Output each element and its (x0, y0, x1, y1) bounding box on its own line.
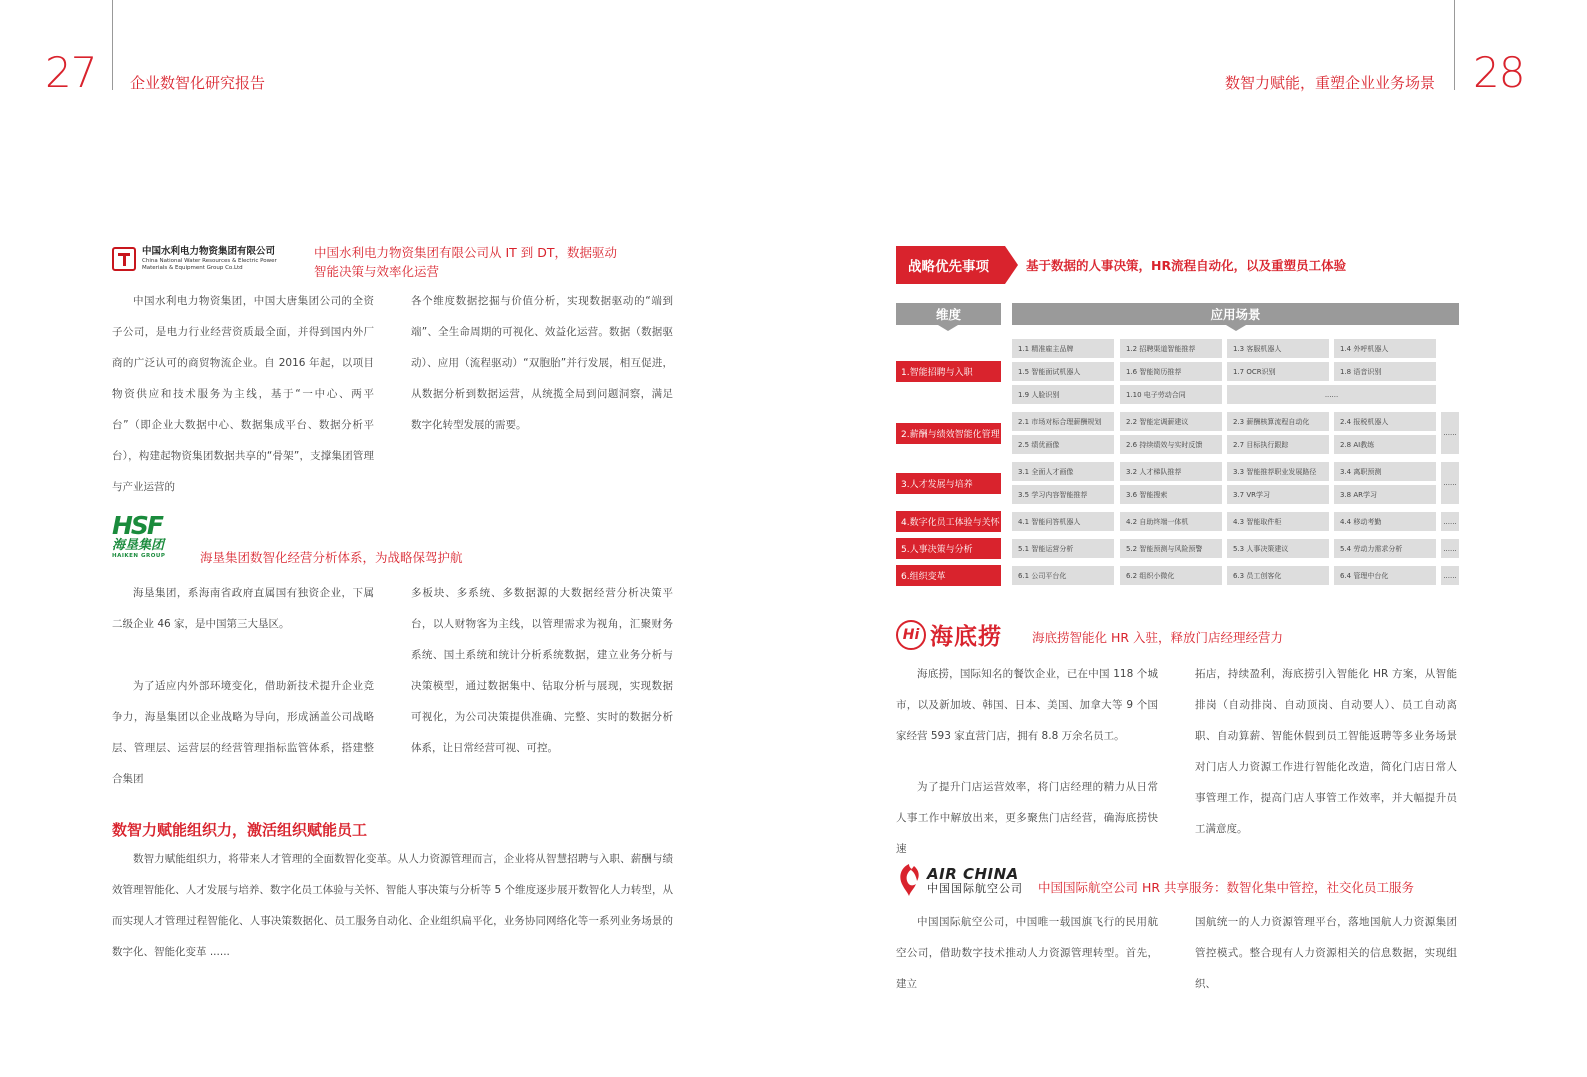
cwr-section-title (314, 243, 674, 281)
table-header-dimension: 维度 (896, 303, 1001, 325)
hr-scenario-table (896, 303, 1459, 585)
table-cell: 3.2 人才梯队推荐 (1120, 462, 1222, 481)
table-cell: 2.8 AI教练 (1334, 435, 1436, 454)
table-cell: 2.1 市场对标合理薪酬规划 (1012, 412, 1114, 431)
table-cell: 1.2 招聘渠道智能推荐 (1120, 339, 1222, 358)
dimension-label: 3.人才发展与培养 (896, 473, 1001, 494)
table-cell: 2.7 目标执行跟踪 (1227, 435, 1329, 454)
cwr-logo-mark-icon (112, 247, 136, 271)
table-cell: 3.3 智能推荐职业发展路径 (1227, 462, 1329, 481)
table-cell: 1.9 人脸识别 (1012, 385, 1114, 404)
haidilao-section-title: 海底捞智能化 HR 入驻，释放门店经理经营力 (1032, 630, 1284, 645)
haidilao-column-2 (1195, 659, 1457, 845)
table-cell: 3.1 全面人才画像 (1012, 462, 1114, 481)
airchina-logo-en: AIR CHINA (927, 864, 1019, 883)
table-cell-more: ...... (1227, 385, 1436, 404)
table-cell: 5.2 智能预测与风险预警 (1120, 539, 1222, 558)
right-header-divider (1454, 0, 1455, 90)
table-cell: 1.3 客服机器人 (1227, 339, 1329, 358)
table-cell-more: ...... (1441, 566, 1459, 585)
table-cell: 5.4 劳动力需求分析 (1334, 539, 1436, 558)
left-page-number: 27 (45, 48, 97, 97)
airchina-column-1 (896, 907, 1158, 1000)
haidilao-col1-p1: 海底捞，国际知名的餐饮企业，已在中国 118 个城市，以及新加坡、韩国、日本、美国、加拿大等 9 个国家经营 593 家直营门店，拥有 8.8 万余名员工。 (896, 668, 1158, 742)
airchina-col1-text: 中国国际航空公司，中国唯一载国旗飞行的民用航空公司，借助数字技术推动人力资源管理转型。首先，建立 (896, 916, 1158, 990)
table-cell: 3.8 AR学习 (1334, 485, 1436, 504)
cwr-title-line-1: 中国水利电力物资集团有限公司从 IT 到 DT，数据驱动 (314, 245, 618, 260)
table-cell: 3.4 离职预测 (1334, 462, 1436, 481)
table-header-application: 应用场景 (1012, 303, 1459, 325)
table-header-dimension-notch (938, 325, 958, 331)
table-cell: 2.3 薪酬核算流程自动化 (1227, 412, 1329, 431)
hsf-column-2 (411, 578, 673, 764)
dimension-label: 4.数字化员工体验与关怀 (896, 511, 1001, 532)
hsf-col2-text: 多板块、多系统、多数据源的大数据经营分析决策平台，以人财物客为主线，以管理需求为视角，汇聚财务系统、国土系统和统计分析系统数据，建立业务分析与决策模型，通过数据集中、钻取分析与展现，实现数据可视化，为公司决策提供准确、完整、实时的数据分析体系，让日常经营可视、可控。 (411, 587, 673, 754)
table-cell: 6.1 公司平台化 (1012, 566, 1114, 585)
airchina-section-title: 中国国际航空公司 HR 共享服务：数智化集中管控，社交化员工服务 (1038, 880, 1415, 895)
table-cell: 4.4 移动考勤 (1334, 512, 1436, 531)
haidilao-col2-text: 拓店，持续盈利，海底捞引入智能化 HR 方案，从智能排岗（自动排岗、自动顶岗、自动要人）、员工自动离职、自动算薪、智能休假到员工智能返聘等多业务场景对门店人力资源工作进行智能化改造，简化门店日常人事管理工作，提高门店人事管工作效率，并大幅提升员工满意度。 (1195, 668, 1457, 835)
table-cell: 6.2 组织小微化 (1120, 566, 1222, 585)
table-cell: 2.6 持续绩效与实时反馈 (1120, 435, 1222, 454)
haidilao-column-1 (896, 659, 1158, 865)
left-header-divider (112, 0, 113, 90)
airchina-phoenix-icon (896, 862, 922, 898)
org-body-text: 数智力赋能组织力，将带来人才管理的全面数智化变革。从人力资源管理而言，企业将从智慧招聘与入职、薪酬与绩效管理智能化、人才发展与培养、数字化员工体验与关怀、智能人事决策与分析等 5 个维度逐步展开数智化人力转型，从而实现人才管理过程智能化、人事决策数据化、员工服务自动化、企业组织扁平化，业务协同网络化等一系列业务场景的数字化、智能化变革 ...... (112, 853, 673, 958)
cwr-logo-en-2: Materials & Equipment Group Co.Ltd (142, 265, 243, 271)
table-cell: 2.5 绩优画像 (1012, 435, 1114, 454)
table-cell: 1.6 智能简历推荐 (1120, 362, 1222, 381)
cwr-title-line-2: 智能决策与效率化运营 (314, 264, 440, 279)
cwr-column-2 (411, 286, 673, 441)
table-cell-more: ...... (1441, 539, 1459, 558)
table-cell-more: ...... (1441, 512, 1459, 531)
table-cell: 2.4 报税机器人 (1334, 412, 1436, 431)
priority-arrow-icon (1005, 246, 1018, 284)
cwr-column-1 (112, 286, 374, 503)
right-page-number: 28 (1473, 48, 1525, 97)
hsf-logo-cn: 海垦集团 (112, 538, 165, 553)
hsf-col1-p1: 海垦集团，系海南省政府直属国有独资企业，下属二级企业 46 家，是中国第三大垦区。 (112, 587, 374, 630)
haidilao-col1-p2: 为了提升门店运营效率，将门店经理的精力从日常人事工作中解放出来，更多聚焦门店经营，确海底捞快速 (896, 781, 1158, 855)
cwr-col2-text: 各个维度数据挖掘与价值分析，实现数据驱动的“端到端”、全生命周期的可视化、效益化运营。数据（数据驱动）、应用（流程驱动）“双胞胎”并行发展，相互促进，从数据分析到数据运营，从统揽全局到问题洞察，满足数字化转型发展的需要。 (411, 295, 673, 431)
priority-text: 基于数据的人事决策，HR流程自动化，以及重塑员工体验 (1026, 258, 1347, 273)
hsf-logo (112, 511, 166, 560)
table-cell: 1.8 语音识别 (1334, 362, 1436, 381)
right-header-title: 数智力赋能，重塑企业业务场景 (1224, 74, 1435, 92)
cwr-col1-text: 中国水利电力物资集团，中国大唐集团公司的全资子公司，是电力行业经营资质最全面，并得到国内外厂商的广泛认可的商贸物流企业。自 2016 年起，以项目物资供应和技术服务为主线，基于“一中心、两平台”（即企业大数据中心、数据集成平台、数据分析平台），构建起物资集团数据共享的“骨架”，支撑集团管理与产业运营的 (112, 295, 374, 493)
table-cell: 1.5 智能面试机器人 (1012, 362, 1114, 381)
table-cell: 1.7 OCR识别 (1227, 362, 1329, 381)
airchina-column-2 (1195, 907, 1457, 1000)
table-cell: 4.3 智能取件柜 (1227, 512, 1329, 531)
table-cell: 4.2 自助终端一体机 (1120, 512, 1222, 531)
table-cell: 4.1 智能问答机器人 (1012, 512, 1114, 531)
table-cell: 5.1 智能运营分析 (1012, 539, 1114, 558)
hsf-column-1 (112, 578, 374, 795)
priority-tag: 战略优先事项 (896, 246, 1005, 284)
airchina-col2-text: 国航统一的人力资源管理平台，落地国航人力资源集团管控模式。整合现有人力资源相关的信息数据，实现组织、 (1195, 916, 1457, 990)
org-body (112, 844, 673, 968)
table-cell: 3.5 学习内容智能推荐 (1012, 485, 1114, 504)
table-cell: 1.10 电子劳动合同 (1120, 385, 1222, 404)
table-cell: 5.3 人事决策建议 (1227, 539, 1329, 558)
left-header-title: 企业数智化研究报告 (130, 74, 266, 92)
table-cell: 3.7 VR学习 (1227, 485, 1329, 504)
dimension-label: 1.智能招聘与入职 (896, 361, 1001, 382)
org-section-title: 数智力赋能组织力，激活组织赋能员工 (112, 821, 368, 839)
table-cell: 3.6 智能搜索 (1120, 485, 1222, 504)
hsf-logo-en: HAIKEN GROUP (112, 553, 166, 559)
table-cell-more: ...... (1441, 462, 1459, 504)
table-cell: 1.1 精准雇主品牌 (1012, 339, 1114, 358)
table-cell: 1.4 外呼机器人 (1334, 339, 1436, 358)
dimension-label: 2.薪酬与绩效智能化管理 (896, 423, 1001, 444)
cwr-logo (112, 246, 277, 272)
haidilao-logo (896, 618, 1002, 651)
table-cell: 6.3 员工创客化 (1227, 566, 1329, 585)
table-header-application-notch (1226, 325, 1246, 331)
table-cell-more: ...... (1441, 412, 1459, 454)
dimension-label: 5.人事决策与分析 (896, 538, 1001, 559)
airchina-logo-cn: 中国国际航空公司 (927, 881, 1023, 895)
table-cell: 2.2 智能定调薪建议 (1120, 412, 1222, 431)
haidilao-logo-mark-icon: Hi (896, 620, 926, 650)
priority-banner (896, 246, 1346, 284)
airchina-logo (896, 862, 1023, 898)
haidilao-logo-name: 海底捞 (930, 624, 1002, 650)
hsf-logo-letters: HSF (112, 511, 163, 540)
hsf-col1-p2: 为了适应内外部环境变化，借助新技术提升企业竞争力，海垦集团以企业战略为导向，形成涵盖公司战略层、管理层、运营层的经营管理指标监管体系，搭建整合集团 (112, 680, 374, 785)
cwr-logo-name: 中国水利电力物资集团有限公司 (142, 246, 276, 257)
cwr-logo-en-1: China National Water Resources & Electric Power (142, 258, 277, 264)
dimension-label: 6.组织变革 (896, 565, 1001, 586)
table-cell: 6.4 管理中台化 (1334, 566, 1436, 585)
hsf-section-title: 海垦集团数智化经营分析体系，为战略保驾护航 (200, 550, 463, 565)
